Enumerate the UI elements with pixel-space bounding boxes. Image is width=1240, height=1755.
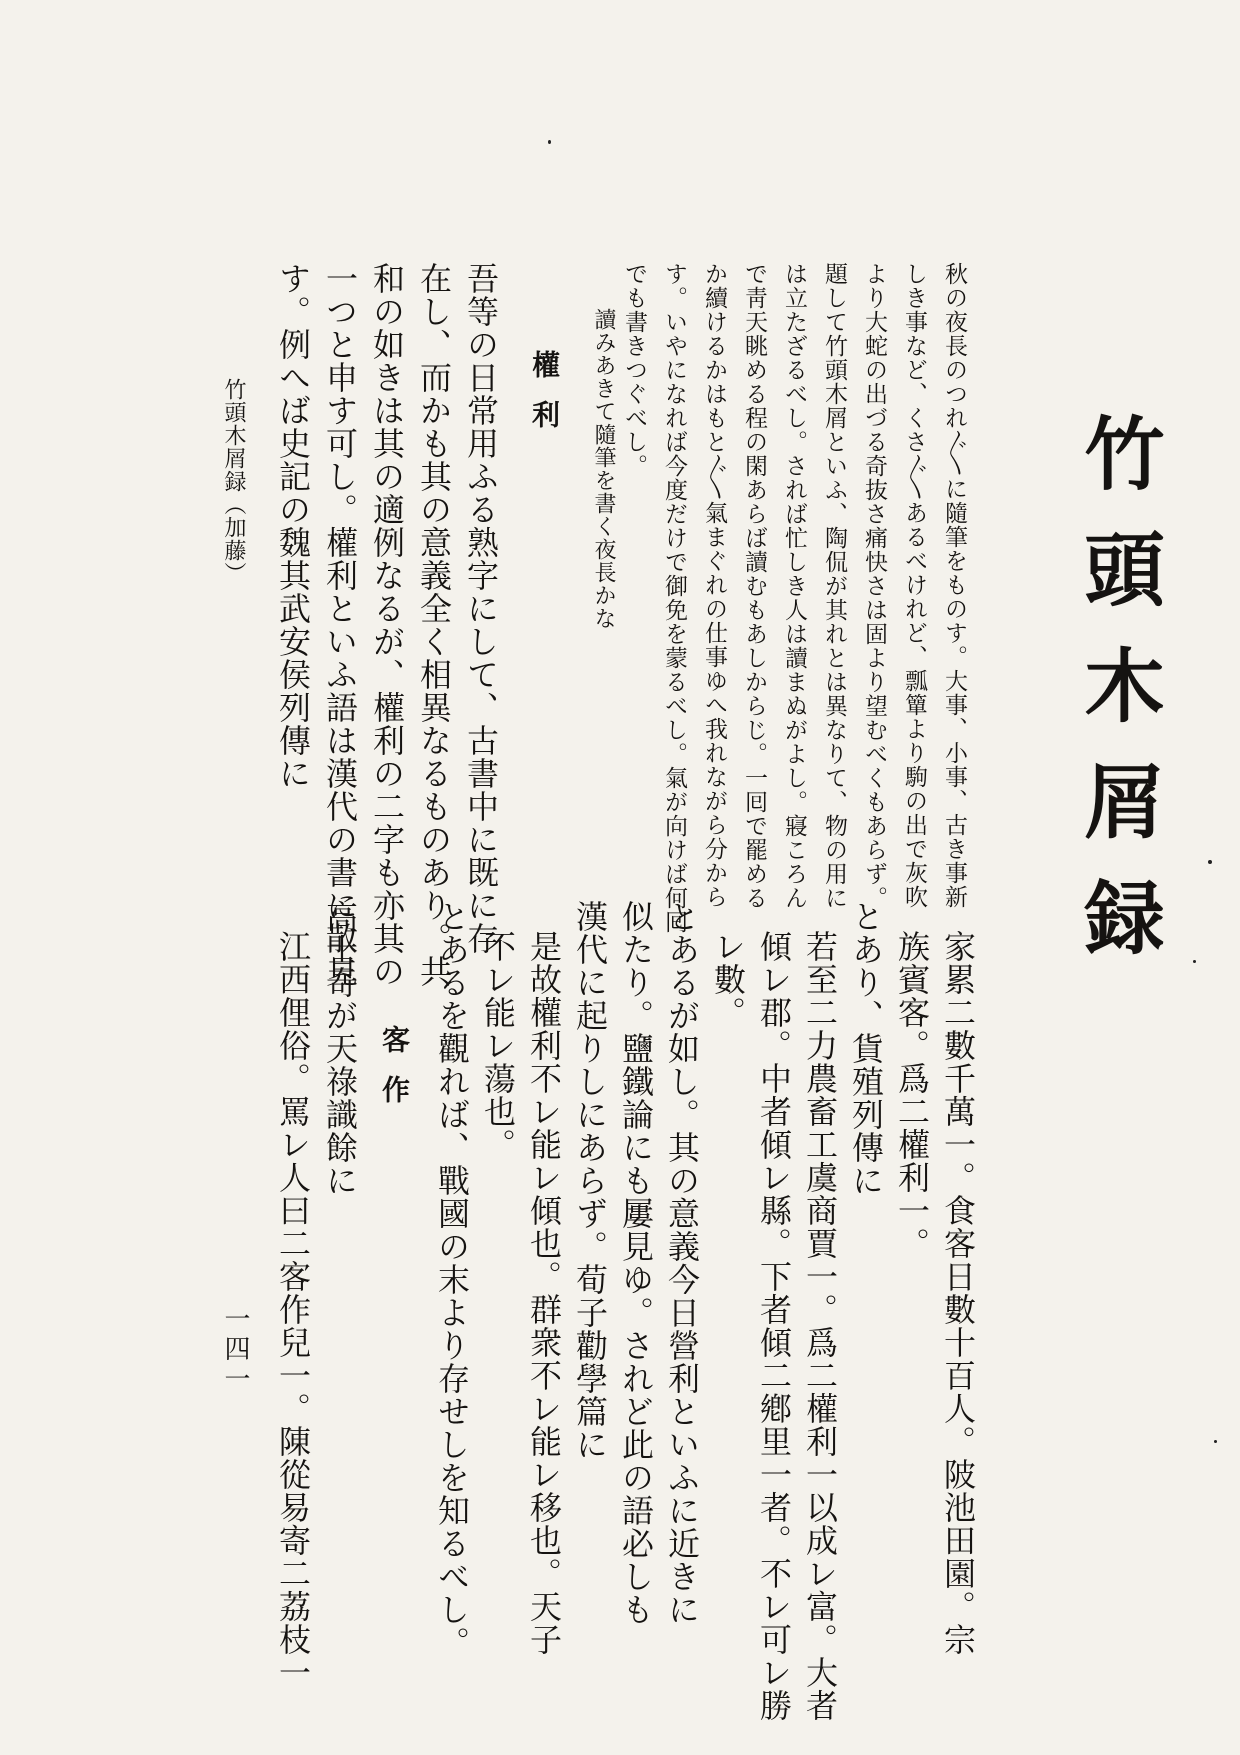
body-line: とあるを觀れば、戰國の末より存せしを知るべし。 (433, 900, 471, 1659)
intro-line: 秋の夜長のつれ〲に隨筆をものす。大事、小事、古き事新 (941, 262, 967, 909)
body-line: 江西俚俗。罵レ人曰二客作兒一。陳從易寄二荔枝一 (274, 930, 312, 1689)
intro-line: 題して竹頭木屑といふ、陶侃が其れとは異なりて、物の用に (821, 262, 847, 910)
scan-speck (1193, 960, 1196, 963)
body-line: 漢代に起りしにあらず。荀子勸學篇に (571, 900, 609, 1461)
intro-line: す。いやになれば今度だけで御免を蒙るべし。氣が向けば何囘 (661, 262, 687, 934)
scan-speck (548, 140, 551, 144)
body-line: レ數。 (709, 930, 747, 1029)
body-line: 高士奇が天祿識餘に (321, 900, 359, 1197)
section-heading-kakusaku: 客作 (378, 1025, 411, 1125)
body-line: とあるが如し。其の意義今日營利といふに近きに (663, 900, 701, 1626)
page-number: 一四一 (220, 1305, 250, 1395)
haiku-epigraph: 讀みあきて隨筆を書く夜長かな (591, 308, 616, 630)
intro-line: で靑天眺める程の閑あらば讀むもあしからじ。一囘で罷める (741, 262, 767, 910)
running-footer: 竹頭木屑録（加藤） (221, 378, 246, 585)
body-line: 吾等の日常用ふる熟字にして、古書中に既に存 (462, 262, 500, 955)
scan-speck (1208, 860, 1212, 864)
intro-line: か續けるかはもと〲氣まぐれの仕事ゆへ我れながら分から (701, 262, 727, 909)
intro-line: は立たざるべし。されば忙しき人は讀まぬがよし。寢ころん (781, 262, 807, 910)
body-line: とあり、貨殖列傳に (847, 900, 885, 1197)
body-line: 若至二力農畜工虞商賈一。爲二權利一以成レ富。大者 (801, 930, 839, 1722)
section-heading-kenri: 權利 (528, 350, 561, 450)
body-line: す。例へば史記の魏其武安侯列傳に (274, 262, 312, 790)
body-line: 一つと申す可し。權利といふ語は漢代の書に散見 (321, 262, 359, 988)
body-line: 族賓客。爲二權利一。 (893, 930, 931, 1260)
intro-line: より大蛇の出づる奇抜さ痛快さは固より望むべくもあらず。 (861, 262, 887, 910)
body-line: 不レ能レ蕩也。 (479, 930, 517, 1161)
body-line: 和の如きは其の適例なるが、權利の二字も亦其の (368, 262, 406, 988)
body-line: 家累二數千萬一。食客日數十百人。陂池田園。宗 (939, 930, 977, 1656)
body-line: 在し、而かも其の意義全く相異なるものあり。共 (415, 262, 453, 988)
body-line: 似たり。鹽鐵論にも屢見ゆ。されど此の語必しも (617, 900, 655, 1626)
body-line: 是故權利不レ能レ傾也。群衆不レ能レ移也。天子 (525, 930, 563, 1656)
body-line: 傾レ郡。中者傾レ縣。下者傾二鄕里一者。不レ可レ勝 (755, 930, 793, 1722)
scan-speck (1214, 1440, 1217, 1443)
intro-line: でも書きつぐべし。 (621, 262, 647, 478)
intro-line: しき事など、くさ〲あるべけれど、瓢簞より駒の出で灰吹 (901, 262, 927, 909)
page-title: 竹頭木屑録 (1071, 412, 1165, 992)
